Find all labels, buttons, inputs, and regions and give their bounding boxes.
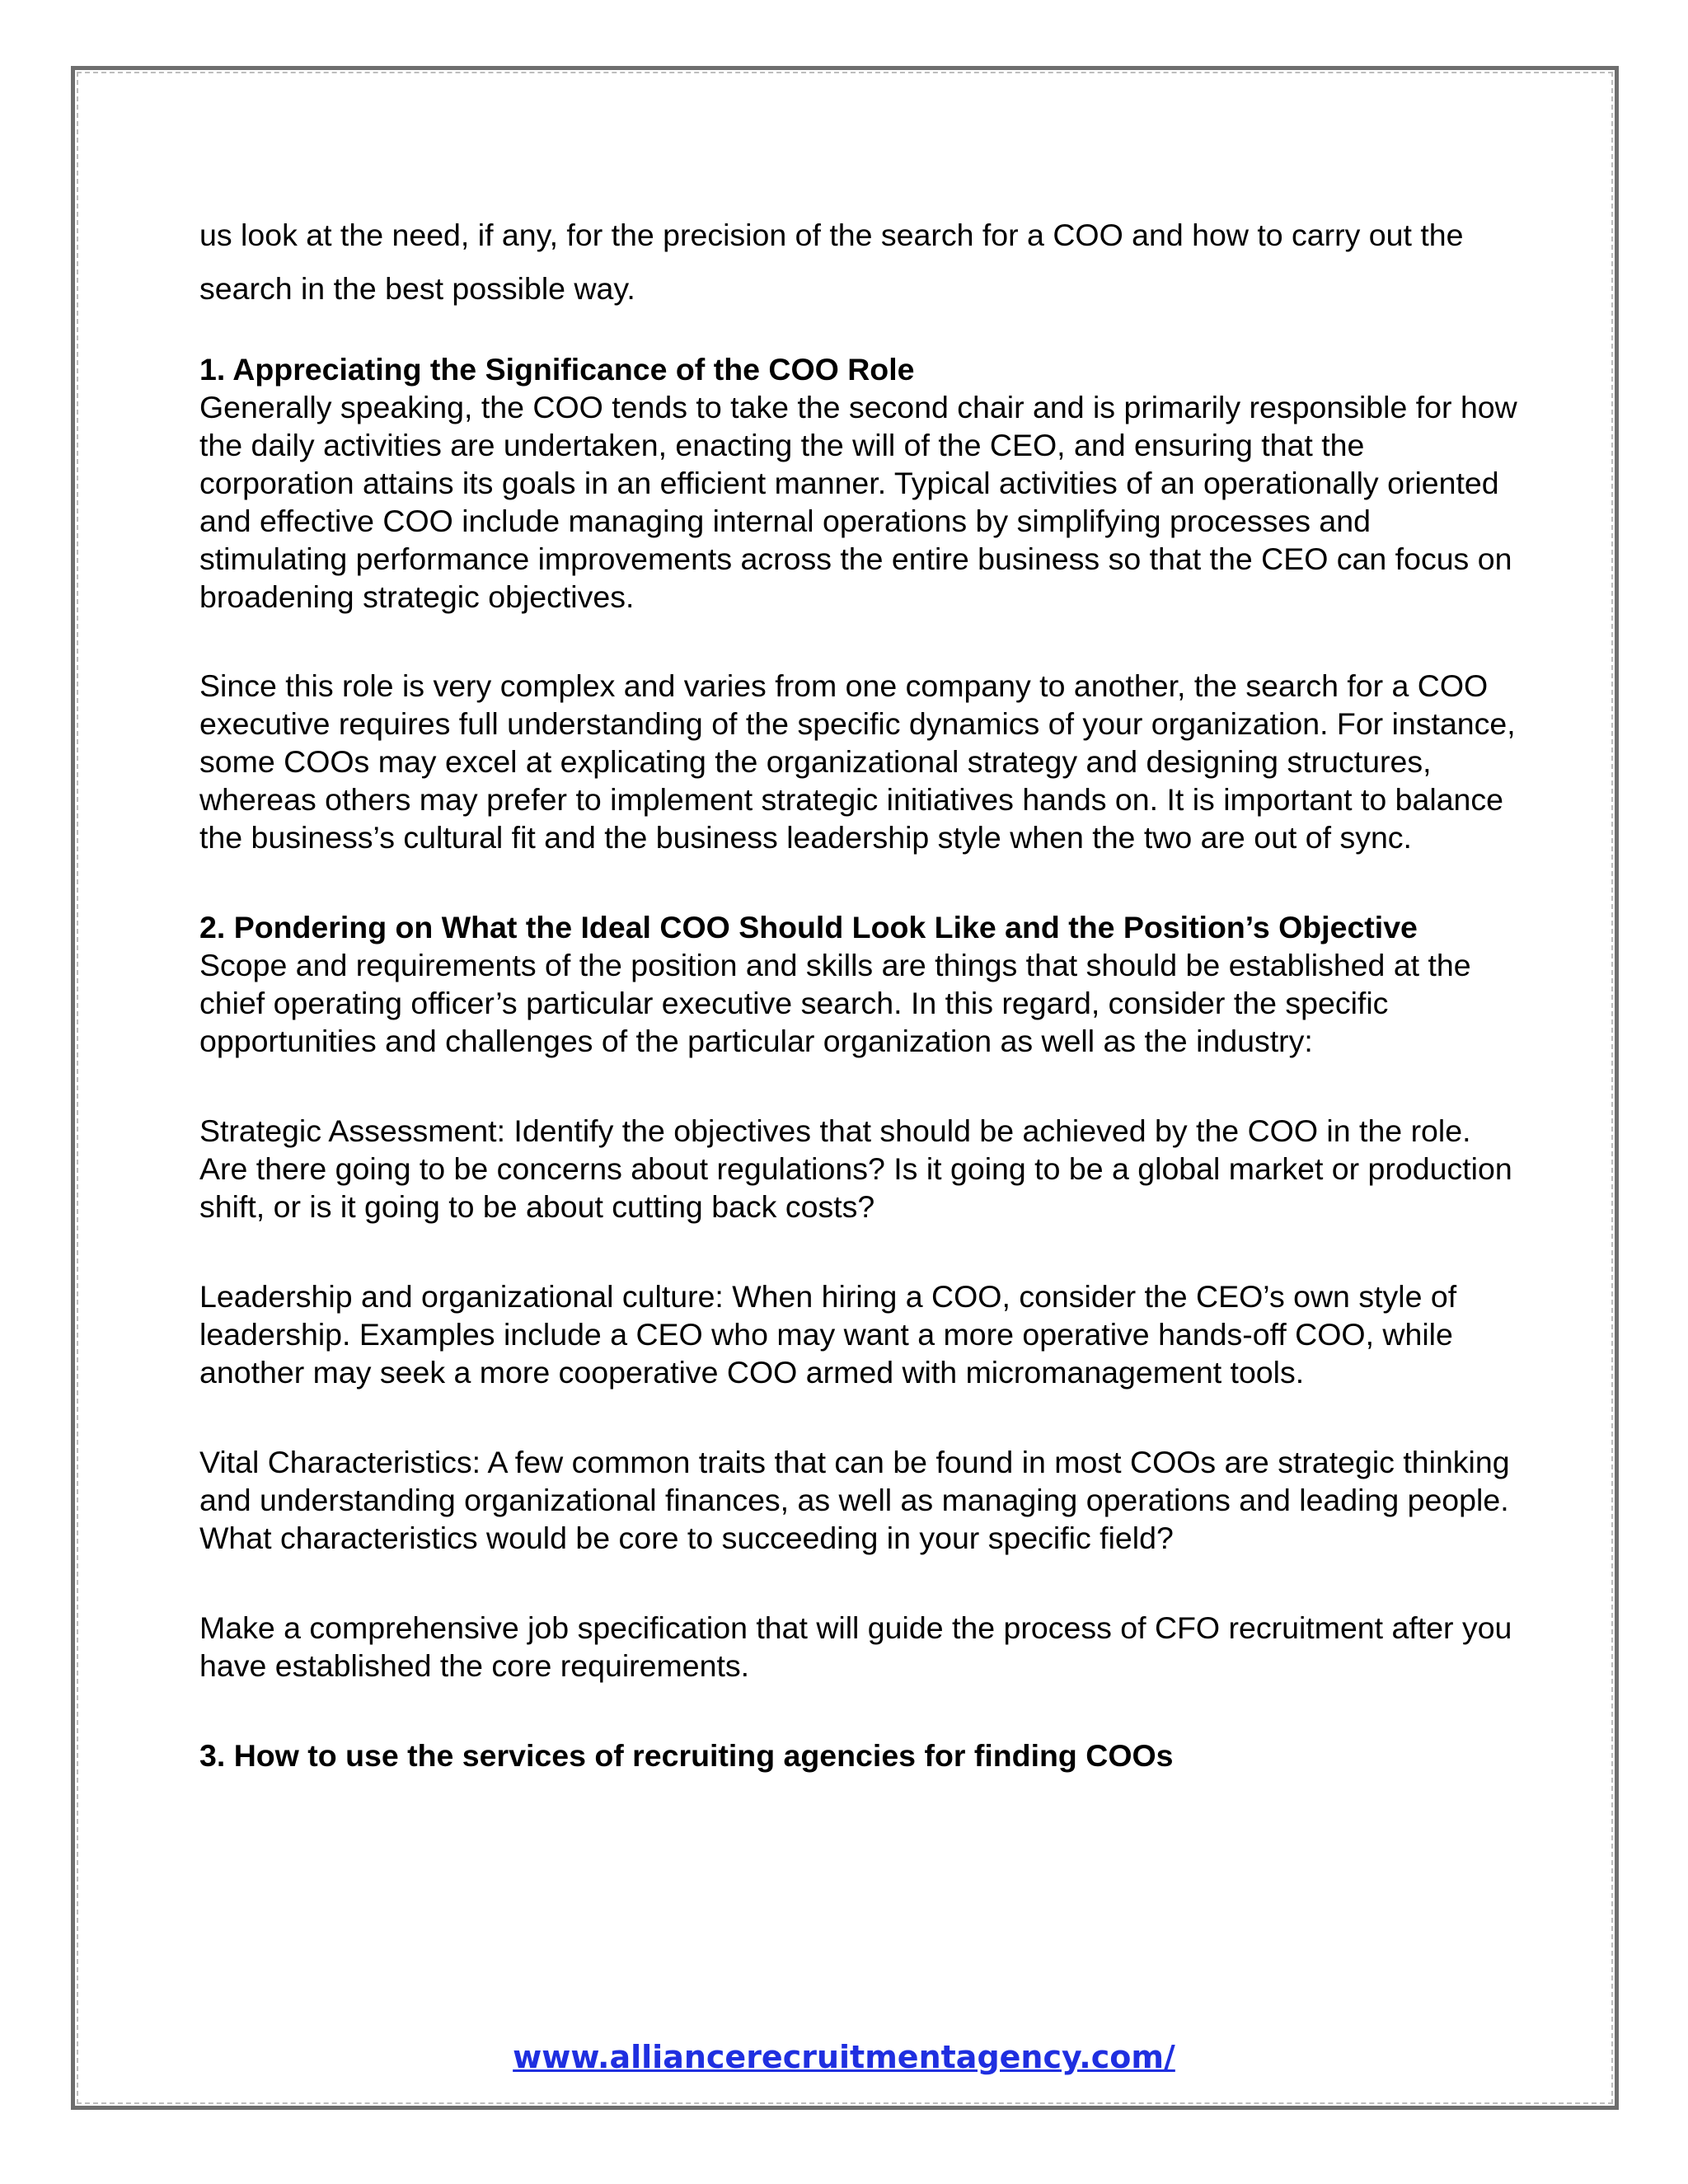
section-1-paragraph-2: Since this role is very complex and varies from one company to another, the search for a COO executive requires full understanding of the specific dynamics of your organization. For instance, some COOs may excel at explicating the organizational strategy and designing structures, whereas others may prefer to implement strategic initiatives hands on. It is important to balance the business’s cultural fit and the business leadership style when the two are out of sync.	[199, 668, 1516, 855]
intro-paragraph: us look at the need, if any, for the precision of the search for a COO and how to carry out the search in the best possible way.	[199, 218, 1464, 306]
spacer	[199, 316, 1518, 350]
vital-characteristics-paragraph: Vital Characteristics: A few common traits that can be found in most COOs are strategic thinking and understanding organizational finances, as well as managing operations and leading people. What characteristics would be core to succeeding in your specific field?	[199, 1445, 1510, 1555]
spacer	[199, 1391, 1518, 1443]
section-2-paragraph-1: Scope and requirements of the position and skills are things that should be established at the chief operating officer’s particular executive search. In this regard, consider the specific opportunities and challenges of the particular organization as well as the industry:	[199, 948, 1471, 1058]
spacer	[199, 616, 1518, 667]
section-1-heading: 1. Appreciating the Significance of the COO Role	[199, 352, 915, 387]
spacer	[199, 1685, 1518, 1736]
spacer	[199, 856, 1518, 908]
spacer	[199, 1557, 1518, 1609]
section-3-heading: 3. How to use the services of recruiting agencies for finding COOs	[199, 1738, 1174, 1773]
spacer	[199, 1060, 1518, 1112]
website-link[interactable]: www.alliancerecruitmentagency.com/	[513, 2039, 1175, 2075]
section-2-heading: 2. Pondering on What the Ideal COO Should Look Like and the Position’s Objective	[199, 910, 1418, 944]
strategic-assessment-paragraph: Strategic Assessment: Identify the objectives that should be achieved by the COO in the role. Are there going to be concerns about regulations? Is it going to be a global market or production shift, or is it going to be about cutting back costs?	[199, 1113, 1512, 1224]
document-body	[199, 209, 1518, 1774]
leadership-culture-paragraph: Leadership and organizational culture: When hiring a COO, consider the CEO’s own style of leadership. Examples include a CEO who may want a more operative hands-off COO, while another may seek a more cooperative COO armed with micromanagement tools.	[199, 1279, 1457, 1390]
spacer	[199, 1226, 1518, 1277]
job-specification-paragraph: Make a comprehensive job specification that will guide the process of CFO recruitment after you have established the core requirements.	[199, 1610, 1512, 1683]
section-1-paragraph-1: Generally speaking, the COO tends to take the second chair and is primarily responsible for how the daily activities are undertaken, enacting the will of the CEO, and ensuring that the corporation attains its goals in an efficient manner. Typical activities of an operationally oriented and effective COO include managing internal operations by simplifying processes and stimulating performance improvements across the entire business so that the CEO can focus on broadening strategic objectives.	[199, 390, 1517, 614]
